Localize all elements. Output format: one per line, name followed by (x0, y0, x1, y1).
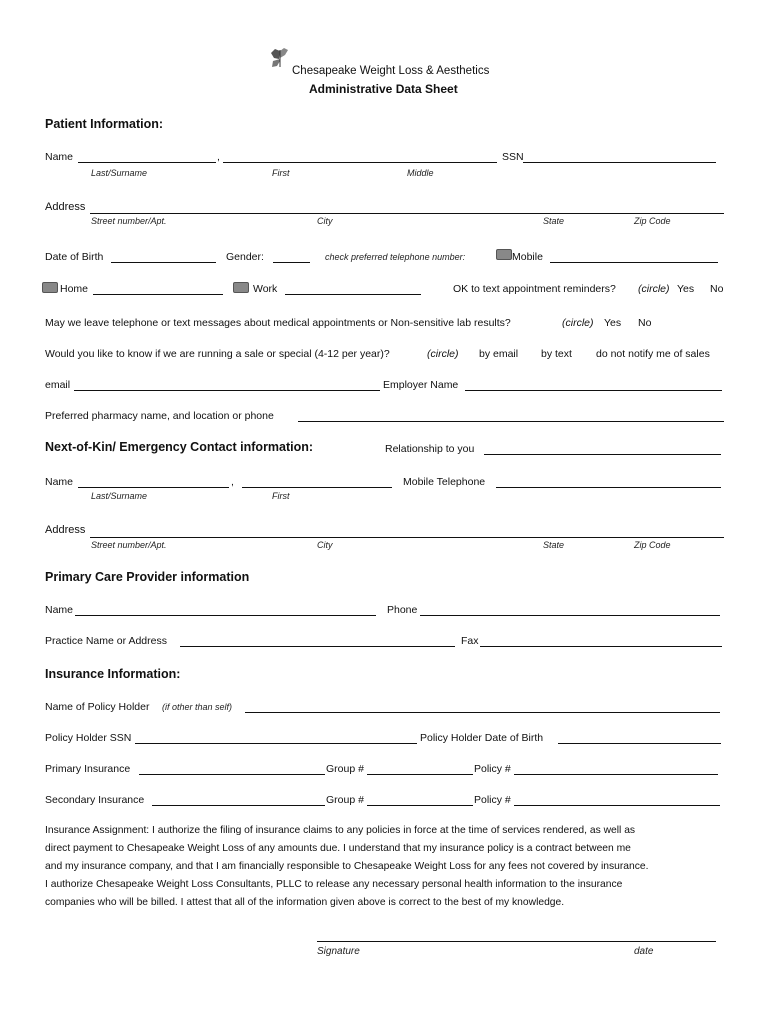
primary-group-label: Group # (326, 763, 364, 775)
pcp-name-label: Name (45, 604, 74, 616)
circle-hint: (circle) (562, 317, 594, 329)
street-caption: Street number/Apt. (91, 540, 167, 550)
primary-group-field[interactable] (367, 774, 473, 775)
first-caption: First (272, 168, 290, 178)
secondary-group-field[interactable] (367, 805, 473, 806)
kin-address-field[interactable] (90, 537, 724, 538)
kin-section-heading: Next-of-Kin/ Emergency Contact information: (45, 440, 314, 454)
work-checkbox[interactable] (233, 282, 249, 293)
pharmacy-label: Preferred pharmacy name, and location or phone (45, 410, 274, 422)
holder-dob-field[interactable] (558, 743, 721, 744)
assignment-line: companies who will be billed. I attest that all of the information given above is correct to the best of my knowledge. (45, 897, 565, 908)
primary-policy-field[interactable] (514, 774, 718, 775)
street-caption: Street number/Apt. (91, 216, 167, 226)
leave-message-yes-option[interactable]: Yes (604, 317, 622, 329)
holder-ssn-field[interactable] (135, 743, 417, 744)
secondary-insurance-label: Secondary Insurance (45, 794, 145, 806)
signature-field[interactable] (317, 941, 716, 942)
practice-label: Practice Name or Address (45, 635, 167, 647)
gender-field[interactable] (273, 262, 310, 263)
patient-name-label: Name (45, 151, 74, 163)
form-title: Administrative Data Sheet (309, 82, 458, 96)
patient-ssn-field[interactable] (523, 162, 716, 163)
secondary-policy-field[interactable] (514, 805, 720, 806)
mobile-phone-field[interactable] (550, 262, 718, 263)
phone-preference-hint: check preferred telephone number: (325, 252, 466, 262)
pcp-phone-field[interactable] (420, 615, 720, 616)
zip-caption: Zip Code (634, 540, 671, 550)
kin-mobile-label: Mobile Telephone (403, 476, 486, 488)
pharmacy-field[interactable] (298, 421, 724, 422)
kin-last-name-field[interactable] (78, 487, 229, 488)
secondary-insurance-field[interactable] (152, 805, 325, 806)
work-phone-field[interactable] (285, 294, 421, 295)
secondary-policy-label: Policy # (474, 794, 511, 806)
mobile-checkbox[interactable] (496, 249, 512, 260)
assignment-line: direct payment to Chesapeake Weight Loss of any amounts due. I understand that my insurance policy is a contract between me (45, 843, 631, 854)
policy-holder-field[interactable] (245, 712, 720, 713)
kin-mobile-field[interactable] (496, 487, 721, 488)
home-phone-field[interactable] (93, 294, 223, 295)
primary-policy-label: Policy # (474, 763, 511, 775)
patient-address-field[interactable] (90, 213, 724, 214)
work-label: Work (253, 283, 278, 295)
policy-holder-label: Name of Policy Holder (45, 701, 150, 713)
mobile-label: Mobile (512, 251, 543, 263)
gender-label: Gender: (226, 251, 264, 263)
middle-caption: Middle (407, 168, 434, 178)
practice-field[interactable] (180, 646, 455, 647)
last-surname-caption: Last/Surname (91, 168, 148, 178)
primary-insurance-label: Primary Insurance (45, 763, 131, 775)
employer-field[interactable] (465, 390, 722, 391)
leave-message-question: May we leave telephone or text messages about medical appointments or Non-sensitive lab results? (45, 317, 511, 329)
fax-field[interactable] (480, 646, 722, 647)
zip-caption: Zip Code (634, 216, 671, 226)
secondary-group-label: Group # (326, 794, 364, 806)
holder-dob-label: Policy Holder Date of Birth (420, 732, 544, 744)
org-name: Chesapeake Weight Loss & Aesthetics (292, 65, 490, 77)
primary-insurance-field[interactable] (139, 774, 325, 775)
comma: , (217, 151, 220, 163)
sale-question: Would you like to know if we are running a sale or special (4-12 per year)? (45, 348, 390, 360)
home-checkbox[interactable] (42, 282, 58, 293)
first-caption: First (272, 491, 290, 501)
kin-first-name-field[interactable] (242, 487, 392, 488)
patient-first-middle-field[interactable] (223, 162, 497, 163)
home-label: Home (60, 283, 89, 295)
patient-last-name-field[interactable] (78, 162, 216, 163)
leave-message-no-option[interactable]: No (638, 317, 652, 329)
pcp-name-field[interactable] (75, 615, 376, 616)
relationship-label: Relationship to you (385, 443, 475, 455)
email-label: email (45, 379, 71, 391)
dob-field[interactable] (111, 262, 216, 263)
fax-label: Fax (461, 635, 479, 647)
circle-hint: (circle) (427, 348, 459, 360)
assignment-line: I authorize Chesapeake Weight Loss Consultants, PLLC to release any necessary personal health information to the insurance (45, 879, 623, 890)
dob-label: Date of Birth (45, 251, 104, 263)
kin-address-label: Address (45, 524, 86, 536)
city-caption: City (317, 216, 333, 226)
comma: , (231, 476, 234, 488)
pcp-phone-label: Phone (387, 604, 418, 616)
state-caption: State (543, 216, 565, 226)
sale-by-text-option[interactable]: by text (541, 348, 572, 360)
circle-hint: (circle) (638, 283, 670, 295)
email-field[interactable] (74, 390, 380, 391)
assignment-line: Insurance Assignment: I authorize the filing of insurance claims to any policies in force at the time of services rendered, as well as (45, 825, 636, 836)
sale-by-email-option[interactable]: by email (479, 348, 519, 360)
butterfly-logo-icon (268, 47, 292, 71)
pcp-section-heading: Primary Care Provider information (45, 570, 250, 584)
sale-do-not-notify-option[interactable]: do not notify me of sales (596, 348, 710, 360)
assignment-line: and my insurance company, and that I am financially responsible to Chesapeake Weight Loss for any fees not covered by insurance. (45, 861, 649, 872)
signature-caption: Signature (317, 946, 360, 957)
patient-ssn-label: SSN (502, 151, 524, 163)
date-caption: date (634, 946, 654, 957)
insurance-section-heading: Insurance Information: (45, 667, 181, 681)
last-surname-caption: Last/Surname (91, 491, 148, 501)
ok-text-yes-option[interactable]: Yes (677, 283, 695, 295)
city-caption: City (317, 540, 333, 550)
patient-section-heading: Patient Information: (45, 117, 164, 131)
insurance-assignment-paragraph (45, 822, 735, 912)
patient-address-label: Address (45, 201, 86, 213)
policy-holder-hint: (if other than self) (162, 702, 233, 712)
holder-ssn-label: Policy Holder SSN (45, 732, 132, 744)
employer-label: Employer Name (383, 379, 459, 391)
ok-text-no-option[interactable]: No (710, 283, 724, 295)
kin-name-label: Name (45, 476, 74, 488)
state-caption: State (543, 540, 565, 550)
relationship-field[interactable] (484, 454, 721, 455)
ok-to-text-question: OK to text appointment reminders? (453, 283, 616, 295)
